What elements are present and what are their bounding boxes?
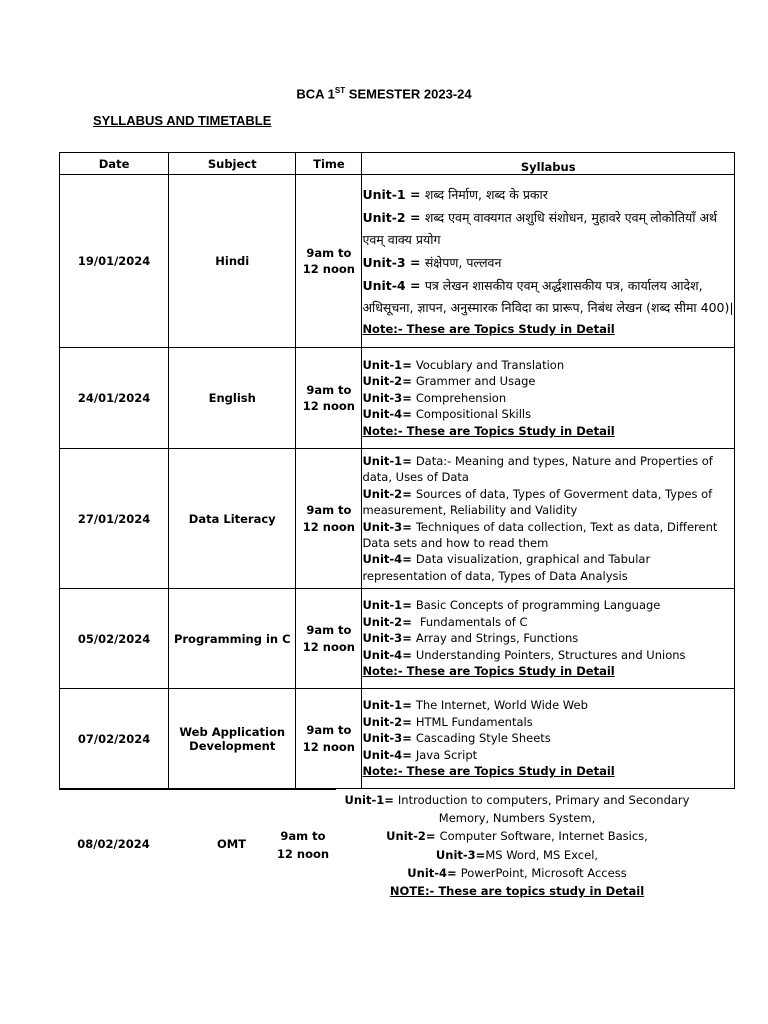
row-date: 24/01/2024 (60, 348, 169, 449)
row-syllabus (362, 589, 735, 689)
unit-label: Unit-2 (362, 714, 403, 729)
title-text-rest: SEMESTER 2023-24 (345, 86, 472, 102)
syllabus-unit (362, 275, 734, 320)
omt-syllabus-unit (335, 846, 699, 864)
unit-text: Data visualization, graphical and Tabular representation of data, Types of Data Analysis (362, 552, 651, 583)
row-time (296, 348, 362, 449)
row-time-line: 9am to (306, 723, 352, 737)
syllabus-unit (362, 597, 734, 613)
unit-label: Unit-4 (407, 865, 448, 880)
syllabus-note: Note:- These are Topics Study in Detail (362, 321, 615, 336)
unit-text: Techniques of data collection, Text as data, Different Data sets and how to read them (362, 519, 718, 550)
unit-separator: = (425, 829, 440, 844)
row-time-line: 9am to (306, 503, 352, 517)
unit-text: Comprehension (415, 390, 507, 405)
syllabus-unit (362, 614, 734, 630)
row-syllabus (362, 348, 735, 449)
omt-syllabus-note: NOTE:- These are topics study in Detail (389, 884, 645, 899)
unit-text: संक्षेपण, पल्लवन (424, 255, 502, 270)
row-time-line: 9am to (306, 623, 352, 637)
unit-text: Compositional Skills (415, 407, 532, 422)
omt-subject: OMT (216, 837, 247, 851)
unit-label: Unit-1 (362, 357, 403, 372)
omt-time-line: 12 noon (276, 847, 330, 861)
unit-separator: = (402, 631, 416, 646)
syllabus-note: Note:- These are Topics Study in Detail (362, 423, 615, 438)
unit-separator: = (402, 731, 416, 746)
unit-separator: = (384, 793, 398, 807)
omt-syllabus (335, 791, 699, 900)
row-date: 07/02/2024 (60, 689, 169, 789)
unit-text: Understanding Pointers, Structures and Unions (415, 647, 686, 662)
syllabus-unit (362, 714, 734, 730)
unit-separator: = (405, 187, 425, 203)
row-subject: Data Literacy (169, 449, 296, 589)
unit-text: PowerPoint, Microsoft Access (460, 865, 627, 880)
timetable-body (60, 175, 735, 789)
unit-separator: = (402, 519, 416, 534)
syllabus-unit (362, 747, 734, 763)
omt-syllabus-unit (335, 791, 699, 827)
unit-text: Data:- Meaning and types, Nature and Properties of data, Uses of Data (362, 453, 713, 485)
row-time (296, 589, 362, 689)
row-time-line: 12 noon (302, 399, 355, 413)
unit-label: Unit-4 (362, 552, 403, 567)
unit-separator: = (405, 255, 425, 270)
row-time-line: 12 noon (302, 519, 355, 534)
row-time (296, 689, 362, 789)
unit-label: Unit-4 (362, 747, 403, 762)
syllabus-unit (362, 184, 734, 207)
row-time (296, 175, 362, 348)
column-header-subject: Subject (169, 153, 296, 175)
row-syllabus (362, 449, 735, 589)
syllabus-unit (362, 647, 734, 663)
table-row (60, 689, 735, 789)
row-time (296, 449, 362, 589)
unit-label: Unit-1 (362, 598, 403, 613)
unit-text: HTML Fundamentals (415, 714, 533, 729)
syllabus-unit (362, 207, 734, 252)
omt-syllabus-unit (335, 864, 699, 882)
unit-text: शब्द निर्माण, शब्द के प्रकार (424, 187, 548, 203)
unit-separator: = (402, 390, 416, 405)
syllabus-unit (362, 373, 734, 389)
unit-text: Grammer and Usage (415, 374, 536, 389)
syllabus-unit (362, 357, 734, 373)
syllabus-unit (362, 486, 734, 519)
unit-label: Unit-2 (362, 209, 406, 225)
row-time-line: 9am to (306, 245, 352, 260)
unit-text: पत्र लेखन शासकीय एवम् अर्द्धशासकीय पत्र, कार्यालय आदेश, अधिसूचना, ज्ञापन, अनुस्मारक निविदा का प्रारूप, निबंध लेखन (शब्द सीमा 400)| (362, 277, 734, 316)
unit-label: Unit-1 (362, 698, 403, 713)
omt-time (263, 827, 343, 863)
syllabus-unit (362, 630, 734, 646)
title-text: BCA 1 (296, 86, 335, 102)
table-header-row (60, 153, 735, 175)
unit-text: Array and Strings, Functions (415, 631, 579, 646)
row-date: 19/01/2024 (60, 175, 169, 348)
unit-text: The Internet, World Wide Web (415, 698, 588, 713)
unit-text: Cascading Style Sheets (415, 731, 551, 746)
unit-text: Computer Software, Internet Basics, (439, 829, 648, 844)
unit-separator: = (402, 614, 420, 629)
column-header-date: Date (60, 153, 169, 175)
title-superscript: ST (334, 86, 346, 95)
row-date: 05/02/2024 (60, 589, 169, 689)
unit-separator: = (402, 698, 416, 713)
row-subject: Programming in C (169, 589, 296, 689)
timetable (59, 152, 735, 789)
unit-label: Unit-2 (386, 829, 426, 844)
syllabus-unit (362, 730, 734, 746)
unit-text: Basic Concepts of programming Language (415, 598, 661, 613)
unit-label: Unit-2 (362, 614, 403, 629)
unit-separator: = (447, 865, 461, 880)
unit-label: Unit-2 (362, 374, 403, 389)
row-syllabus (362, 689, 735, 789)
syllabus-unit (362, 406, 734, 422)
omt-row (59, 789, 735, 904)
table-row (60, 348, 735, 449)
unit-label: Unit-4 (362, 277, 406, 293)
column-header-time: Time (296, 153, 362, 175)
unit-label: Unit-2 (362, 486, 403, 501)
row-time-line: 12 noon (302, 739, 355, 754)
syllabus-note: Note:- These are Topics Study in Detail (362, 664, 615, 679)
unit-label: Unit-3 (362, 255, 406, 270)
row-time-line: 12 noon (302, 639, 355, 654)
unit-label: Unit-1 (362, 187, 406, 203)
omt-time-line: 9am to (280, 829, 326, 843)
unit-separator: = (402, 747, 416, 762)
unit-label: Unit-3 (362, 519, 403, 534)
row-subject: English (169, 348, 296, 449)
unit-separator: = (475, 847, 486, 862)
unit-label: Unit-1 (344, 793, 385, 807)
syllabus-unit (362, 453, 734, 486)
unit-separator: = (405, 209, 425, 225)
unit-text: Fundamentals of C (419, 614, 528, 629)
row-subject: Hindi (169, 175, 296, 348)
table-row (60, 175, 735, 348)
table-row (60, 589, 735, 689)
unit-separator: = (402, 453, 416, 468)
document-subtitle: SYLLABUS AND TIMETABLE (93, 113, 272, 128)
row-date: 27/01/2024 (60, 449, 169, 589)
syllabus-unit (362, 390, 734, 406)
row-time-line: 12 noon (302, 262, 355, 276)
unit-label: Unit-3 (362, 390, 403, 405)
omt-divider (59, 789, 336, 790)
unit-text: शब्द एवम् वाक्यगत अशुधि संशोधन, मुहावरे एवम् लोकोतियाँ अर्थ एवम् वाक्य प्रयोग (362, 209, 717, 248)
unit-separator: = (402, 374, 416, 389)
document-title (0, 86, 768, 101)
row-syllabus (362, 175, 735, 348)
syllabus-note: Note:- These are Topics Study in Detail (362, 764, 615, 779)
unit-label: Unit-3 (362, 731, 403, 746)
unit-label: Unit-4 (362, 407, 403, 422)
syllabus-unit (362, 551, 734, 584)
unit-separator: = (405, 277, 425, 293)
unit-separator: = (402, 714, 416, 729)
syllabus-unit (362, 519, 734, 552)
unit-label: Unit-1 (362, 453, 403, 468)
unit-separator: = (402, 486, 416, 501)
row-time-line: 9am to (306, 382, 352, 397)
unit-separator: = (402, 552, 416, 567)
column-header-syllabus: Syllabus (362, 153, 735, 175)
unit-separator: = (402, 647, 416, 662)
unit-label: Unit-3 (435, 847, 476, 862)
omt-syllabus-unit (335, 827, 699, 845)
row-subject: Web Application Development (169, 689, 296, 789)
unit-text: MS Word, MS Excel, (485, 847, 599, 862)
syllabus-unit (362, 252, 734, 275)
unit-separator: = (402, 598, 416, 613)
syllabus-unit (362, 697, 734, 713)
unit-label: Unit-3 (362, 631, 403, 646)
unit-text: Introduction to computers, Primary and Secondary Memory, Numbers System, (397, 793, 690, 826)
unit-separator: = (402, 357, 416, 372)
unit-text: Java Script (415, 747, 478, 762)
omt-date: 08/02/2024 (77, 837, 150, 851)
unit-text: Vocublary and Translation (415, 357, 565, 372)
unit-separator: = (402, 407, 416, 422)
unit-label: Unit-4 (362, 647, 403, 662)
table-row (60, 449, 735, 589)
unit-text: Sources of data, Types of Goverment data, Types of measurement, Reliability and Validity (362, 486, 713, 518)
